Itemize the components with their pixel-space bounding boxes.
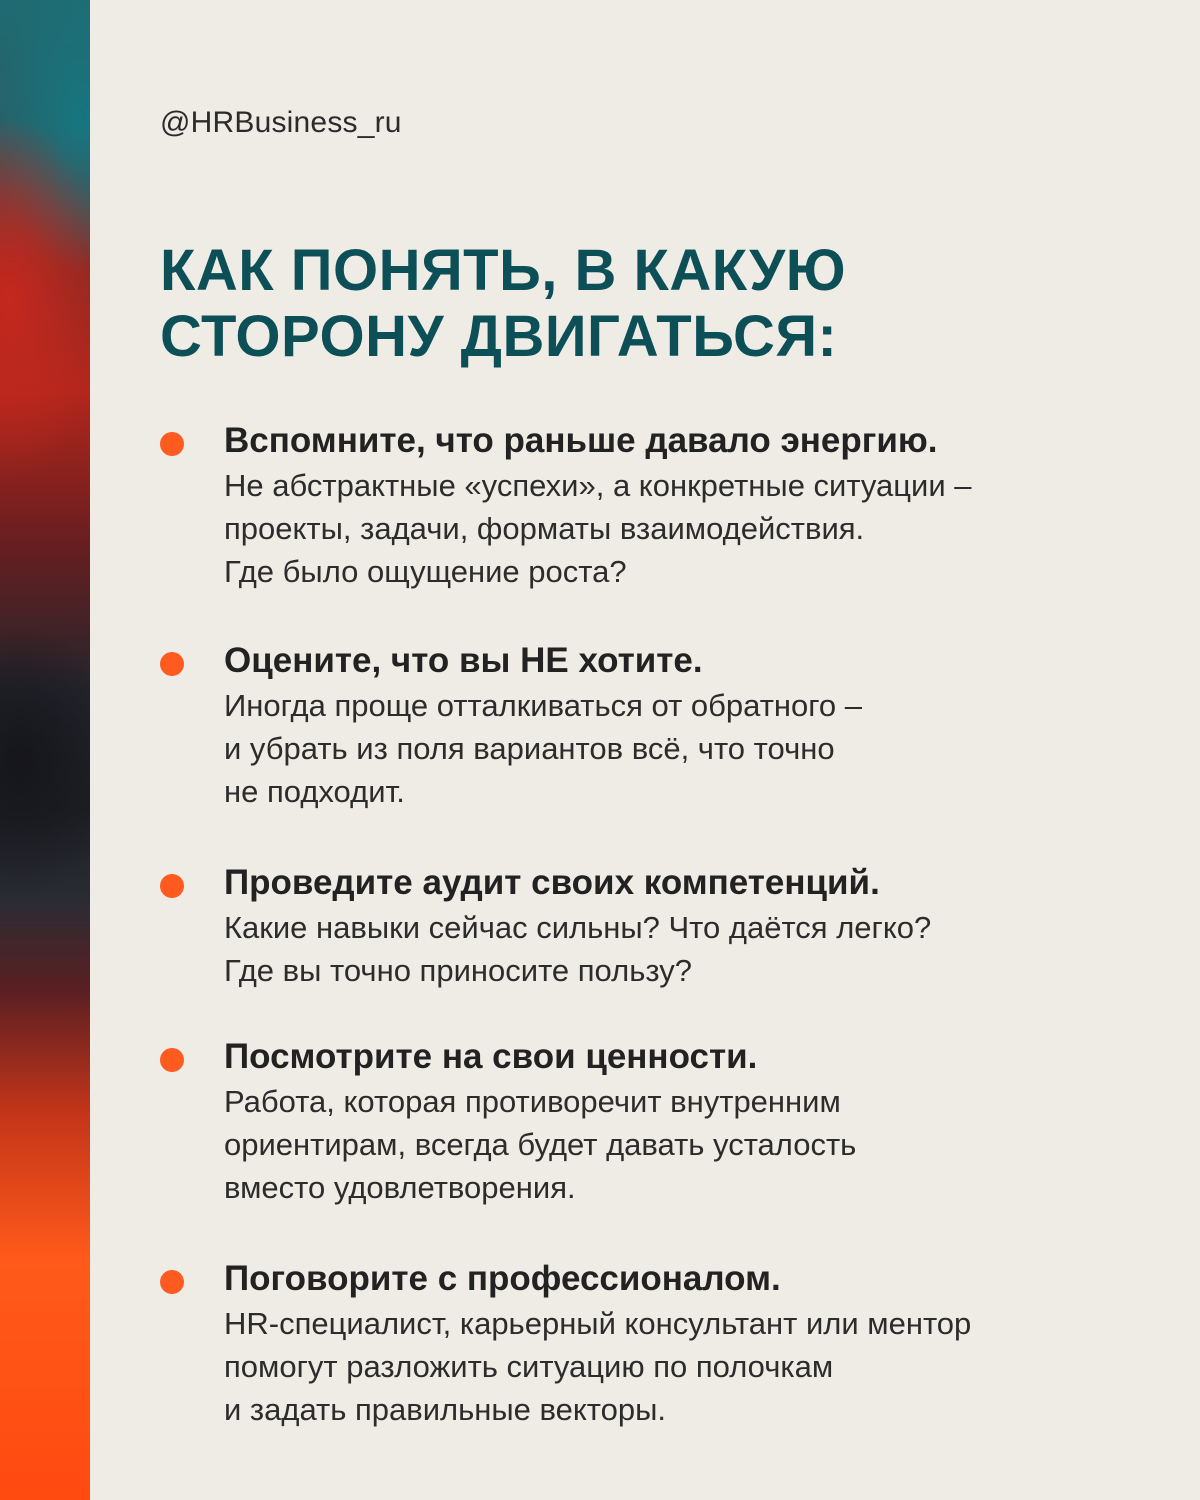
list-item-heading: Проведите аудит своих компетенций. [224,863,880,902]
bullet-dot-icon [160,1048,184,1072]
bullet-dot-icon [160,874,184,898]
list-item-body: Работа, которая противоречит внутренним ориентирам, всегда будет давать усталость вместо удовлетворения. [224,1084,857,1205]
bullet-dot-icon [160,1270,184,1294]
list-item-body: Не абстрактные «успехи», а конкретные ситуации – проекты, задачи, форматы взаимодействия. Где было ощущение роста? [224,468,972,589]
list-item-heading: Посмотрите на свои ценности. [224,1037,758,1076]
list-item-text [224,860,1164,992]
list-item-body: Какие навыки сейчас сильны? Что даётся легко? Где вы точно приносите пользу? [224,910,932,988]
list-item-body: Иногда проще отталкиваться от обратного – и убрать из поля вариантов всё, что точно не подходит. [224,688,862,809]
list-item-heading: Поговорите с профессионалом. [224,1259,781,1298]
title-line-1: КАК ПОНЯТЬ, В КАКУЮ [160,238,847,303]
list-item-heading: Оцените, что вы НЕ хотите. [224,641,703,680]
list-item-heading: Вспомните, что раньше давало энергию. [224,421,938,460]
list-item-text [224,638,1164,813]
title-line-2: СТОРОНУ ДВИГАТЬСЯ: [160,304,838,369]
decorative-gradient-stripe [0,0,90,1500]
list-item-text [224,1034,1164,1209]
list-item-text [224,418,1164,593]
list-item-text [224,1256,1164,1431]
bullet-dot-icon [160,432,184,456]
list-item-body: HR-специалист, карьерный консультант или ментор помогут разложить ситуацию по полочкам и задать правильные векторы. [224,1306,972,1427]
page-title [160,238,1140,370]
account-handle: @HRBusiness_ru [160,106,402,139]
bullet-dot-icon [160,652,184,676]
